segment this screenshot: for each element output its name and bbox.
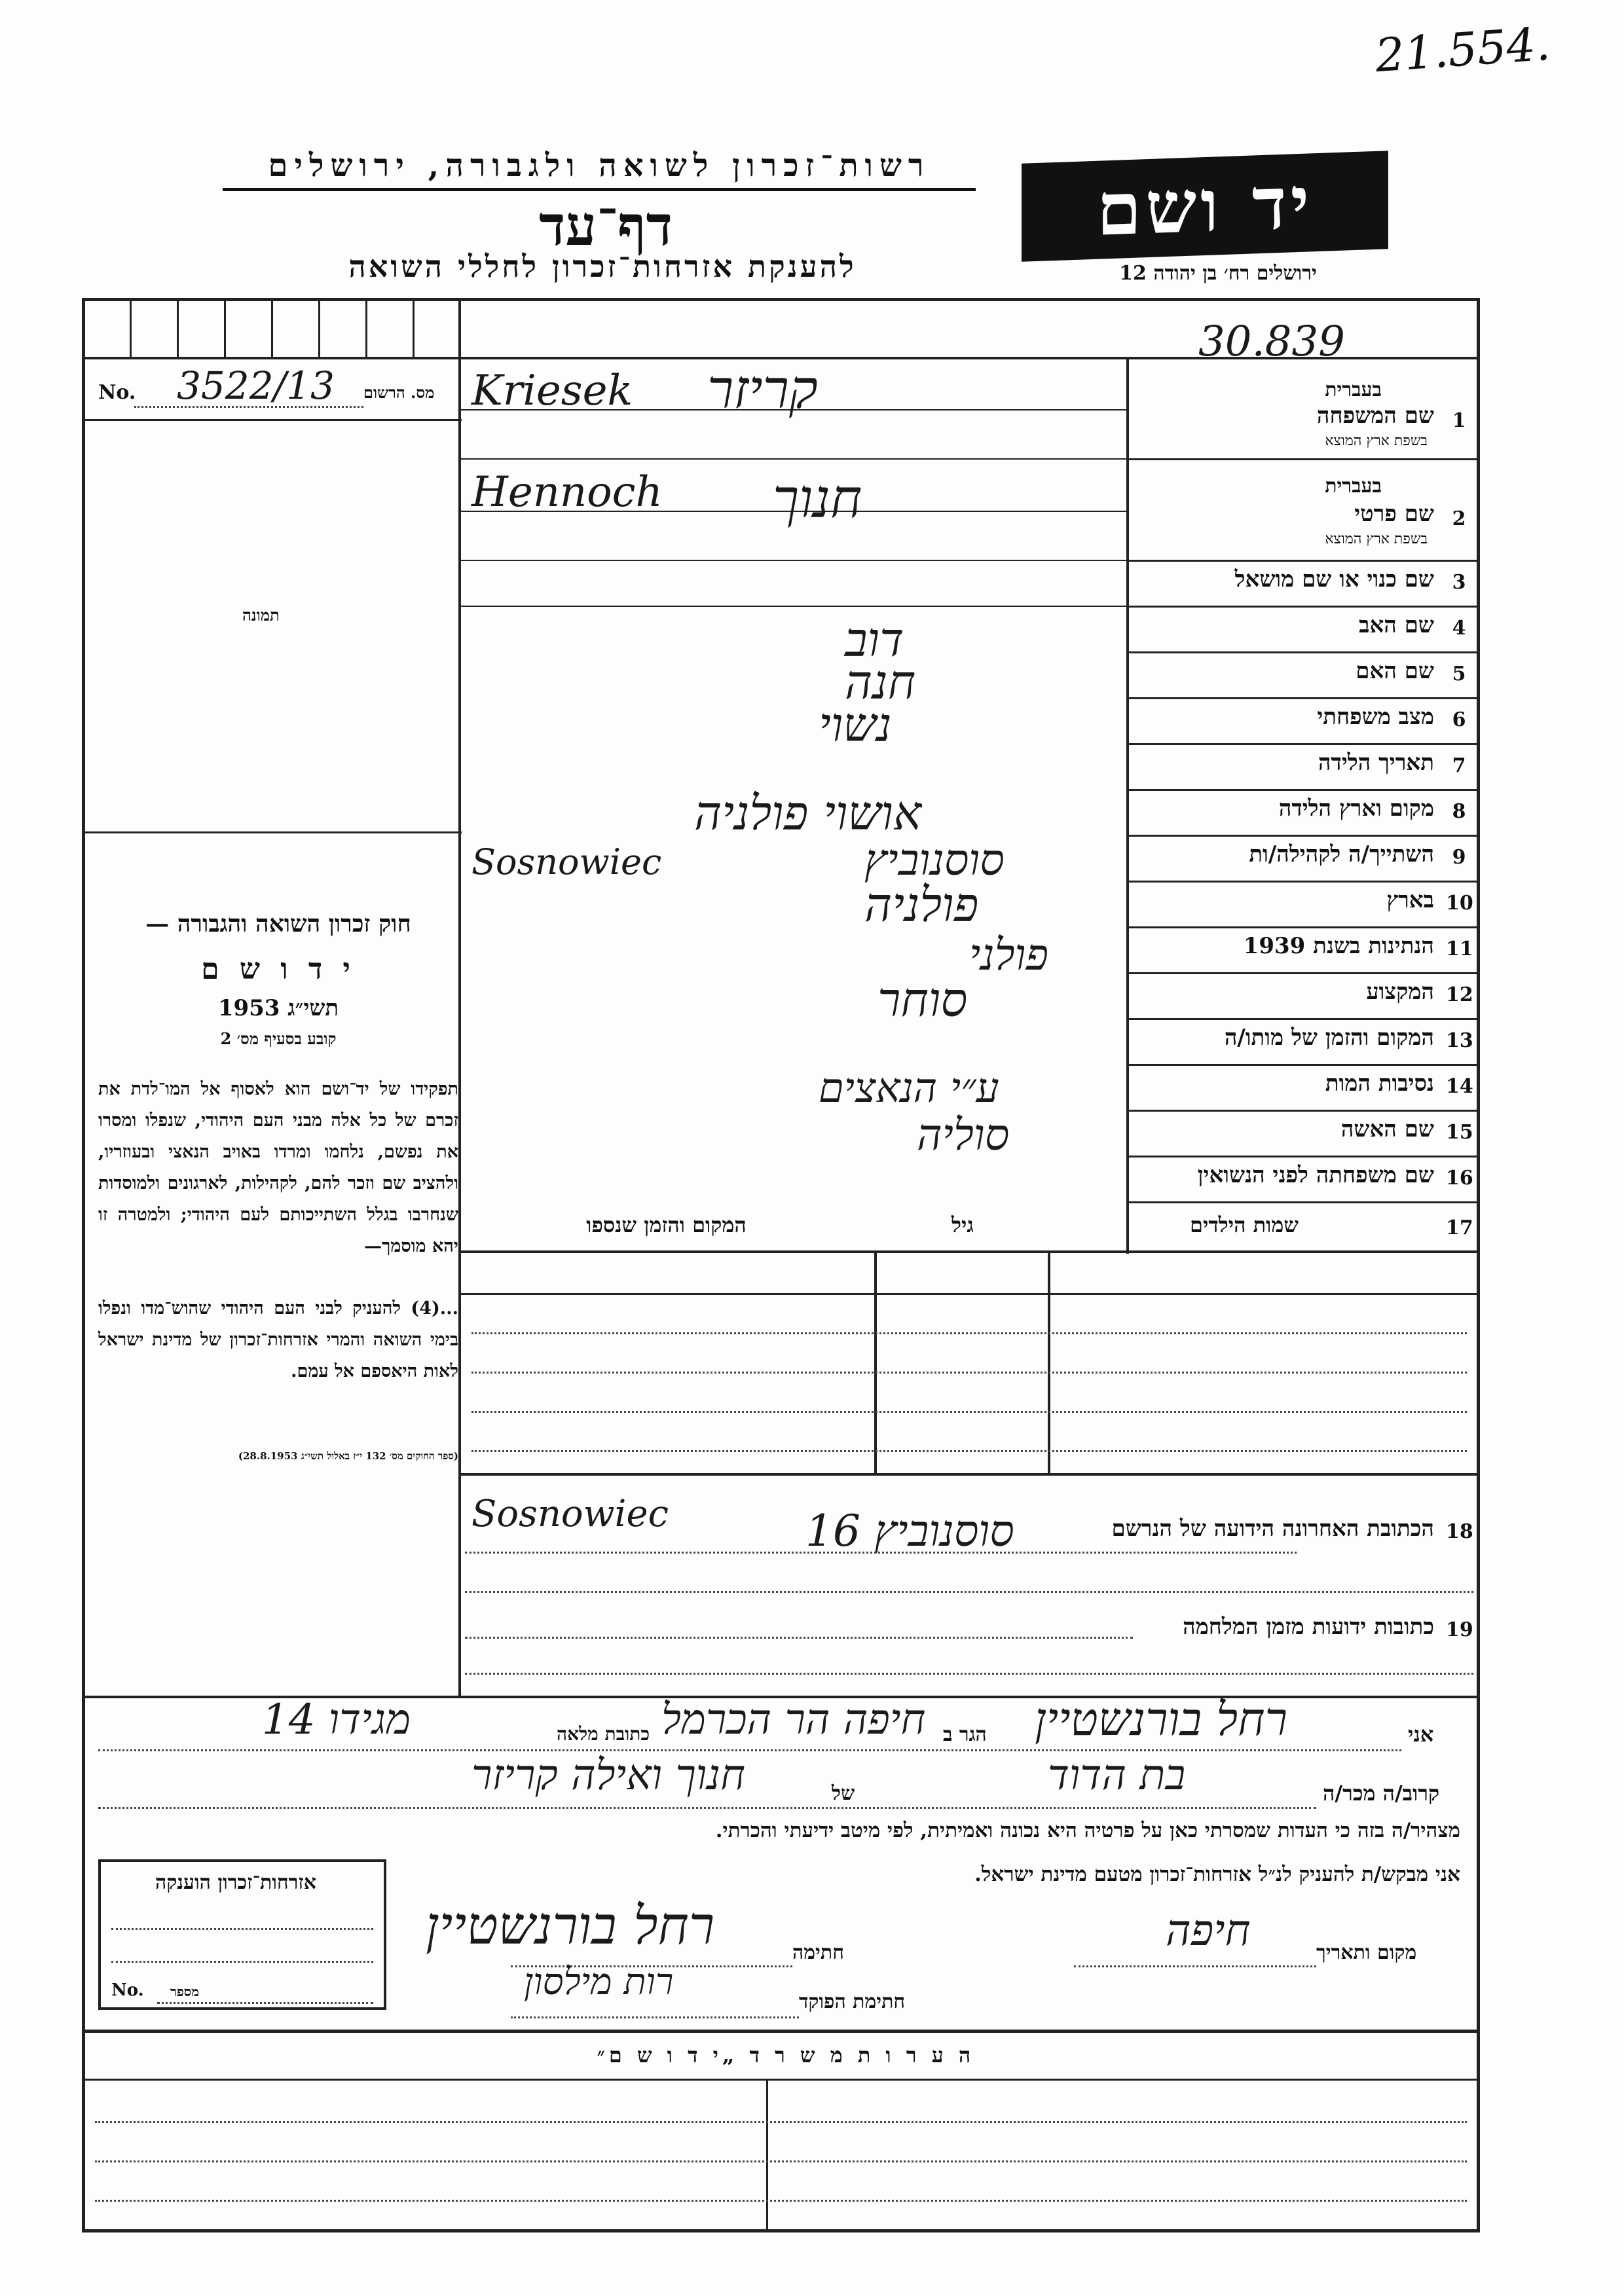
field-8-value: אושוי פולניה bbox=[694, 786, 922, 841]
field-16-number: 16 bbox=[1446, 1167, 1473, 1190]
children-place-header: המקום והזמן שנספו bbox=[586, 1212, 747, 1237]
answer-line bbox=[458, 458, 1126, 460]
field-7-number: 7 bbox=[1452, 754, 1466, 777]
reg-no-label: No. bbox=[98, 381, 136, 404]
field-1-label: שם המשפחה bbox=[1316, 403, 1434, 429]
official-line bbox=[511, 2016, 799, 2018]
field-8-label: מקום וארץ הלידה bbox=[1278, 795, 1434, 822]
field-13-number: 13 bbox=[1446, 1029, 1473, 1052]
row-line bbox=[1126, 1064, 1480, 1066]
field-19-line bbox=[465, 1637, 1133, 1639]
field-2-hebrew-value: חנוך bbox=[773, 468, 862, 530]
children-row-line bbox=[471, 1372, 1467, 1374]
field-6-number: 6 bbox=[1452, 708, 1466, 731]
field-18-label: הכתובת האחרונה הידועה של הנרשם bbox=[1111, 1516, 1434, 1542]
field-1-hebrew-tag: בעברית bbox=[1325, 378, 1382, 401]
row-line bbox=[1126, 972, 1480, 974]
field-10-label: בארץ bbox=[1386, 887, 1434, 913]
children-row-line bbox=[471, 1450, 1467, 1452]
field-7-label: תאריך הלידה bbox=[1318, 750, 1434, 776]
law-year: תשי״ג 1953 bbox=[217, 995, 339, 1021]
children-table-bottom bbox=[458, 1473, 1480, 1476]
logo-address: ירושלים רח׳ בן יהודה 12 bbox=[1119, 262, 1317, 285]
place-date-line bbox=[1074, 1965, 1316, 1967]
declaration-line-1 bbox=[98, 1749, 1401, 1751]
field-19-number: 19 bbox=[1446, 1618, 1473, 1641]
citizenship-number-label: מספר bbox=[170, 1984, 199, 1999]
field-9-latin-value: Sosnowiec bbox=[471, 841, 662, 883]
declaration-statement: מצהיר/ה בזה כי העדות שמסרתי כאן על פרטיה היא נכונה ואמיתית, לפי מיטב ידיעתי והכרתי. bbox=[715, 1819, 1460, 1842]
relation-value: בת הדוד bbox=[1048, 1751, 1186, 1800]
full-address-label: כתובת מלאה bbox=[557, 1723, 650, 1745]
row-line bbox=[1126, 1018, 1480, 1020]
remarks-line bbox=[95, 2160, 1467, 2162]
field-10-value: פולניה bbox=[864, 877, 979, 932]
children-row-line bbox=[471, 1411, 1467, 1413]
field-15-value: סוליה bbox=[917, 1110, 1010, 1160]
archive-number: 21.554. bbox=[1373, 16, 1552, 83]
row-line bbox=[1126, 1156, 1480, 1157]
law-clause: קובע בסעיף מס׳ 2 bbox=[220, 1029, 337, 1048]
citizenship-title: אזרחות־זכרון הוענקה bbox=[155, 1871, 317, 1894]
place-date-value: חיפה bbox=[1166, 1905, 1251, 1956]
citizenship-no-label: No. bbox=[111, 1980, 144, 2000]
children-col-divider bbox=[874, 1250, 877, 1473]
citizenship-line bbox=[111, 1928, 373, 1930]
field-2-label: שם פרטי bbox=[1354, 501, 1434, 527]
row-line bbox=[1126, 1110, 1480, 1112]
field-6-value: נשוי bbox=[819, 697, 892, 752]
full-address-value: מגידו 14 bbox=[262, 1696, 411, 1744]
reg-no-value: 3522/13 bbox=[177, 363, 335, 408]
tick-box bbox=[318, 298, 320, 357]
children-col-divider bbox=[1048, 1250, 1050, 1473]
remarks-line bbox=[95, 2121, 1467, 2123]
field-2-origin-tag: בשפת ארץ המוצא bbox=[1325, 531, 1428, 547]
field-12-label: המקצוע bbox=[1366, 979, 1434, 1005]
citizenship-line bbox=[111, 1961, 373, 1963]
field-19-label: כתובות ידועות מזמן המלחמה bbox=[1183, 1614, 1434, 1640]
of-label: של bbox=[832, 1782, 855, 1805]
tick-box bbox=[413, 298, 415, 357]
children-age-header: גיל bbox=[951, 1212, 974, 1237]
row-line bbox=[1126, 789, 1480, 791]
field-1-latin-value: Kriesek bbox=[471, 367, 633, 415]
field-2-hebrew-tag: בעברית bbox=[1325, 475, 1382, 498]
declarant-name: רחל בורנשטיין bbox=[1035, 1692, 1287, 1746]
authority-heading: רשות־זכרון לשואה ולגבורה, ירושלים bbox=[223, 147, 976, 191]
children-names-header: שמות הילדים bbox=[1190, 1212, 1299, 1237]
reg-row-line bbox=[82, 419, 462, 421]
row-line bbox=[1126, 458, 1480, 460]
field-15-number: 15 bbox=[1446, 1121, 1473, 1144]
field-16-label: שם משפחתה לפני הנשואין bbox=[1197, 1162, 1434, 1188]
label-column-divider bbox=[1126, 357, 1129, 1254]
relative-label: קרוב/ה מכר/ה bbox=[1323, 1781, 1440, 1806]
field-18-line bbox=[465, 1552, 1297, 1554]
law-paragraph-2: ...(4) להעניק לבני העם היהודי שהוש־מדו ונפלו בימי השואה והמרי אזרחות־זכרון של מדינת ישראל לאות היאספם אל עמם. bbox=[98, 1298, 458, 1381]
field-18-number: 18 bbox=[1446, 1520, 1473, 1543]
children-row-line bbox=[458, 1293, 1480, 1295]
form-title: דף־עד bbox=[538, 193, 673, 258]
tick-box bbox=[365, 298, 367, 357]
field-5-number: 5 bbox=[1452, 663, 1466, 685]
field-3-number: 3 bbox=[1452, 571, 1466, 594]
citizenship-number-line bbox=[157, 2002, 373, 2004]
field-9-label: השתייך/ה לקהילה/ות bbox=[1249, 841, 1434, 867]
field-6-label: מצב משפחתי bbox=[1317, 704, 1434, 730]
field-14-number: 14 bbox=[1446, 1075, 1473, 1098]
field-1-origin-tag: בשפת ארץ המוצא bbox=[1325, 433, 1428, 449]
row-line bbox=[458, 1250, 1480, 1253]
law-name: י ד ו ש ם bbox=[201, 953, 356, 986]
official-value: רות מילסון bbox=[524, 1961, 674, 2003]
field-9-number: 9 bbox=[1452, 846, 1466, 869]
stamp-number: 30.839 bbox=[1198, 318, 1345, 366]
field-15-label: שם האשה bbox=[1340, 1116, 1434, 1142]
field-12-number: 12 bbox=[1446, 983, 1473, 1006]
row-line bbox=[1126, 606, 1480, 608]
row-line bbox=[1126, 835, 1480, 837]
field-1-number: 1 bbox=[1452, 409, 1466, 432]
resides-value: חיפה הר הכרמל bbox=[661, 1696, 926, 1744]
field-14-label: נסיבות המות bbox=[1325, 1070, 1434, 1097]
tick-box bbox=[130, 298, 132, 357]
field-4-number: 4 bbox=[1452, 617, 1466, 640]
row-line bbox=[1126, 1201, 1480, 1203]
field-9-value: סוסנוביץ bbox=[864, 835, 1005, 885]
remarks-col-divider bbox=[766, 2079, 768, 2229]
field-5-label: שם האם bbox=[1356, 658, 1434, 684]
remarks-title: ה ע ר ו ת מ ש ר ד „י ד ו ש ם״ bbox=[597, 2043, 975, 2068]
resides-label: הגר ב bbox=[943, 1723, 987, 1746]
law-title: חוק זכרון השואה והגבורה — bbox=[145, 910, 411, 938]
remarks-header-line bbox=[82, 2079, 1480, 2081]
field-5-value: חנה bbox=[845, 655, 916, 710]
law-citation: (ספר החוקים מס׳ 132 י״ז באלול תשי״ג 28.8.1953) bbox=[238, 1450, 458, 1462]
declaration-request: אני מבקש/ת להעניק לנ״ל אזרחות־זכרון מטעם מדינת ישראל. bbox=[974, 1863, 1460, 1886]
tick-box bbox=[224, 298, 226, 357]
field-2-number: 2 bbox=[1452, 507, 1466, 530]
row-line bbox=[1126, 697, 1480, 699]
official-label: חתימת הפוקד bbox=[799, 1990, 906, 2013]
photo-box-bottom bbox=[82, 831, 462, 833]
row-line bbox=[1126, 926, 1480, 928]
row-line bbox=[1126, 651, 1480, 653]
field-19-line bbox=[465, 1673, 1473, 1675]
reg-label: מס. הרשום bbox=[363, 383, 435, 402]
field-13-label: המקום והזמן של מותו/ה bbox=[1224, 1025, 1434, 1051]
field-4-value: דוב bbox=[845, 612, 904, 667]
field-11-label: הנתינות בשנת 1939 bbox=[1243, 933, 1434, 959]
signature-label: חתימה bbox=[792, 1941, 844, 1964]
of-value: חנוך ואילה קריזר bbox=[471, 1751, 745, 1800]
field-11-number: 11 bbox=[1446, 938, 1473, 960]
answer-line bbox=[458, 560, 1126, 561]
field-18-latin-value: Sosnowiec bbox=[471, 1493, 669, 1535]
field-1-hebrew-value: קריזר bbox=[707, 359, 818, 421]
field-11-value: פולני bbox=[969, 930, 1049, 980]
declaration-line-2 bbox=[98, 1807, 1316, 1809]
field-8-number: 8 bbox=[1452, 800, 1466, 823]
row-line bbox=[1126, 560, 1480, 562]
law-paragraph-1: תפקידו של יד־ושם הוא לאסוף אל המו־לדת את זכרם של כל אלה מבני העם היהודי, שנפלו ומסרו את נפשם, נלחמו ומרדו באויב הנאצי ובעוזריו, ולהציב שם וזכר להם, לקהילות, לארגונים ולמוסדות שנחרבו בגלל השתייכותם לעם היהודי; ולמטרה זו יהא מוסמך— bbox=[98, 1079, 458, 1256]
field-18-value: סוסנוביץ 16 bbox=[805, 1506, 1014, 1556]
row-line bbox=[1126, 743, 1480, 745]
tick-box bbox=[271, 298, 273, 357]
yad-vashem-logo: יד ושם bbox=[1096, 160, 1314, 252]
reg-no-line bbox=[134, 406, 363, 408]
photo-label: תמונה bbox=[242, 606, 280, 625]
children-row-line bbox=[471, 1332, 1467, 1334]
declaration-prefix: אני bbox=[1408, 1722, 1434, 1747]
tick-box bbox=[177, 298, 179, 357]
field-18-line bbox=[465, 1591, 1473, 1593]
remarks-line bbox=[95, 2200, 1467, 2202]
field-17-number: 17 bbox=[1446, 1216, 1473, 1239]
field-12-value: סוחר bbox=[877, 972, 968, 1027]
place-date-label: מקום ותאריך bbox=[1316, 1941, 1417, 1964]
form-subtitle: להענקת אזרחות־זכרון לחללי השואה bbox=[348, 249, 857, 284]
row-line bbox=[1126, 881, 1480, 883]
signature-value: רחל בורנשטיין bbox=[426, 1895, 715, 1956]
left-column-divider bbox=[458, 298, 461, 1696]
field-3-label: שם כנוי או שם מושאל bbox=[1234, 566, 1434, 592]
remarks-top-line bbox=[82, 2030, 1480, 2033]
field-14-value: ע״י הנאצים bbox=[819, 1064, 999, 1112]
field-10-number: 10 bbox=[1446, 892, 1473, 915]
answer-line bbox=[458, 606, 1126, 607]
field-2-latin-value: Hennoch bbox=[471, 468, 663, 517]
field-4-label: שם האב bbox=[1359, 612, 1434, 638]
